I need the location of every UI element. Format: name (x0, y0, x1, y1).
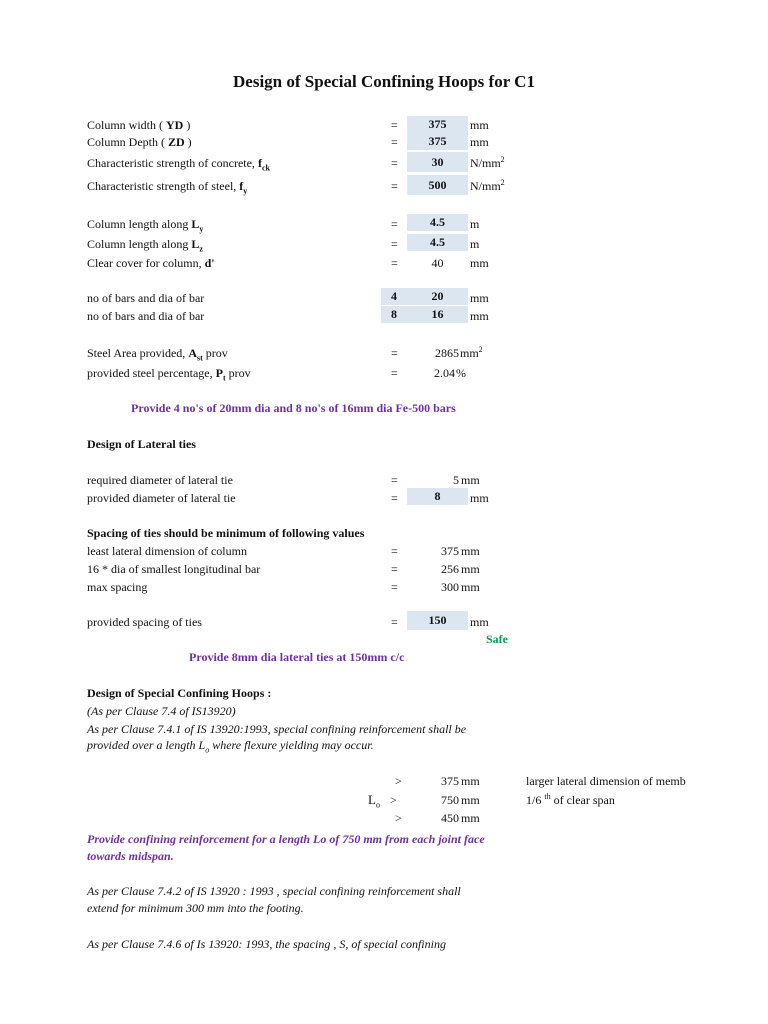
least-dimension-value: 375 (441, 544, 459, 558)
hoops-paragraph-1-line-2: provided over a length $L_o$ where flexure yielding may occur. (87, 738, 374, 755)
unit: m (470, 217, 480, 231)
provided-spacing-label: provided spacing of ties (87, 615, 202, 629)
hoops-paragraph-3: As per Clause 7.4.6 of Is 13920: 1993, the spacing , S, of special confining (87, 937, 446, 951)
unit: mm (461, 811, 480, 825)
equals-sign: = (391, 544, 398, 558)
clear-cover-value: 40 (431, 256, 444, 270)
unit: % (456, 366, 466, 380)
hoops-heading: Design of Special Confining Hoops : (87, 686, 272, 700)
equals-sign: = (391, 346, 398, 360)
bars-row-1-label: no of bars and dia of bar (87, 291, 205, 305)
unit: mm (470, 118, 489, 132)
equals-sign: = (391, 179, 398, 193)
provided-tie-dia-value[interactable]: 8 (407, 488, 468, 505)
unit: $mm^2$ (460, 345, 483, 360)
bars-row-2-dia[interactable]: 16 (407, 306, 468, 323)
equals-sign: = (391, 237, 398, 251)
sixteen-dia-value: 256 (441, 562, 459, 576)
lo-symbol: $L_o$ (368, 792, 380, 810)
greater-than-sign: > (395, 811, 402, 825)
hoops-paragraph-1-line-1: As per Clause 7.4.1 of IS 13920:1993, special confining reinforcement shall be (87, 722, 467, 736)
bars-row-1-count[interactable]: 4 (381, 288, 407, 305)
steel-area-label: Steel Area provided, $A_{st}$ prov (87, 346, 228, 363)
spacing-heading: Spacing of ties should be minimum of following values (87, 526, 365, 540)
unit: mm (461, 562, 480, 576)
column-depth-value[interactable]: 375 (407, 133, 468, 150)
hoops-clause: (As per Clause 7.4 of IS13920) (87, 704, 236, 718)
column-width-label: Column width ( YD ) (87, 118, 191, 132)
equals-sign: = (391, 473, 398, 487)
lateral-ties-heading: Design of Lateral ties (87, 437, 196, 451)
condition-2-value: 750 (441, 793, 459, 807)
steel-percentage-label: provided steel percentage, $P_t$ prov (87, 366, 251, 383)
unit: mm (461, 793, 480, 807)
greater-than-sign: > (395, 774, 402, 788)
length-lz-label: Column length along $L_z$ (87, 237, 203, 254)
max-spacing-label: max spacing (87, 580, 148, 594)
equals-sign: = (391, 615, 398, 629)
condition-1-value: 375 (441, 774, 459, 788)
equals-sign: = (391, 217, 398, 231)
fck-value[interactable]: 30 (407, 152, 468, 172)
unit: $N/mm^2$ (470, 155, 505, 170)
equals-sign: = (391, 256, 398, 270)
length-ly-value[interactable]: 4.5 (407, 214, 468, 231)
unit: mm (461, 544, 480, 558)
condition-2-description: 1/6 $^{th}$ of clear span (526, 792, 615, 807)
provide-ties-note: Provide 8mm dia lateral ties at 150mm c/c (189, 650, 405, 664)
required-tie-dia-value: 5 (453, 473, 459, 487)
bars-row-2-label: no of bars and dia of bar (87, 309, 205, 323)
column-depth-label: Column Depth ( ZD ) (87, 135, 192, 149)
bars-row-1-dia[interactable]: 20 (407, 288, 468, 305)
provided-spacing-value[interactable]: 150 (407, 611, 468, 630)
equals-sign: = (391, 562, 398, 576)
provided-tie-dia-label: provided diameter of lateral tie (87, 491, 236, 505)
unit: mm (470, 256, 489, 270)
unit: m (470, 237, 480, 251)
required-tie-dia-label: required diameter of lateral tie (87, 473, 233, 487)
fy-value[interactable]: 500 (407, 175, 468, 195)
unit: mm (470, 291, 489, 305)
hoops-paragraph-2-line-1: As per Clause 7.4.2 of IS 13920 : 1993 , special confining reinforcement shall (87, 884, 461, 898)
least-dimension-label: least lateral dimension of column (87, 544, 247, 558)
unit: mm (461, 774, 480, 788)
condition-1-description: larger lateral dimension of memb (526, 774, 686, 788)
provide-confining-note-line-1: Provide confining reinforcement for a length Lo of 750 mm from each joint face (87, 832, 485, 846)
equals-sign: = (391, 135, 398, 149)
bars-row-2-count[interactable]: 8 (381, 306, 407, 323)
steel-percentage-value: 2.04 (434, 366, 455, 380)
column-width-value[interactable]: 375 (407, 116, 468, 133)
unit: mm (470, 491, 489, 505)
condition-3-value: 450 (441, 811, 459, 825)
length-lz-value[interactable]: 4.5 (407, 234, 468, 251)
hoops-paragraph-2-line-2: extend for minimum 300 mm into the footing. (87, 901, 304, 915)
sixteen-dia-label: 16 * dia of smallest longitudinal bar (87, 562, 261, 576)
unit: mm (470, 135, 489, 149)
fy-label: Characteristic strength of steel, $f_y$ (87, 179, 248, 196)
provide-bars-note: Provide 4 no's of 20mm dia and 8 no's of 16mm dia Fe-500 bars (131, 401, 456, 415)
page-title: Design of Special Confining Hoops for C1 (233, 72, 535, 91)
unit: mm (461, 580, 480, 594)
equals-sign: = (391, 491, 398, 505)
steel-area-value: 2865 (435, 346, 459, 360)
safe-status-badge: Safe (486, 632, 508, 646)
equals-sign: = (391, 118, 398, 132)
provide-confining-note-line-2: towards midspan. (87, 849, 174, 863)
unit: mm (470, 309, 489, 323)
fck-label: Characteristic strength of concrete, $f_{ck}$ (87, 156, 270, 173)
max-spacing-value: 300 (441, 580, 459, 594)
unit: $N/mm^2$ (470, 178, 505, 193)
unit: mm (461, 473, 480, 487)
clear-cover-label: Clear cover for column, d' (87, 256, 215, 270)
equals-sign: = (391, 366, 398, 380)
equals-sign: = (391, 580, 398, 594)
greater-than-sign: > (390, 793, 397, 807)
equals-sign: = (391, 156, 398, 170)
length-ly-label: Column length along $L_y$ (87, 217, 204, 234)
unit: mm (470, 615, 489, 629)
